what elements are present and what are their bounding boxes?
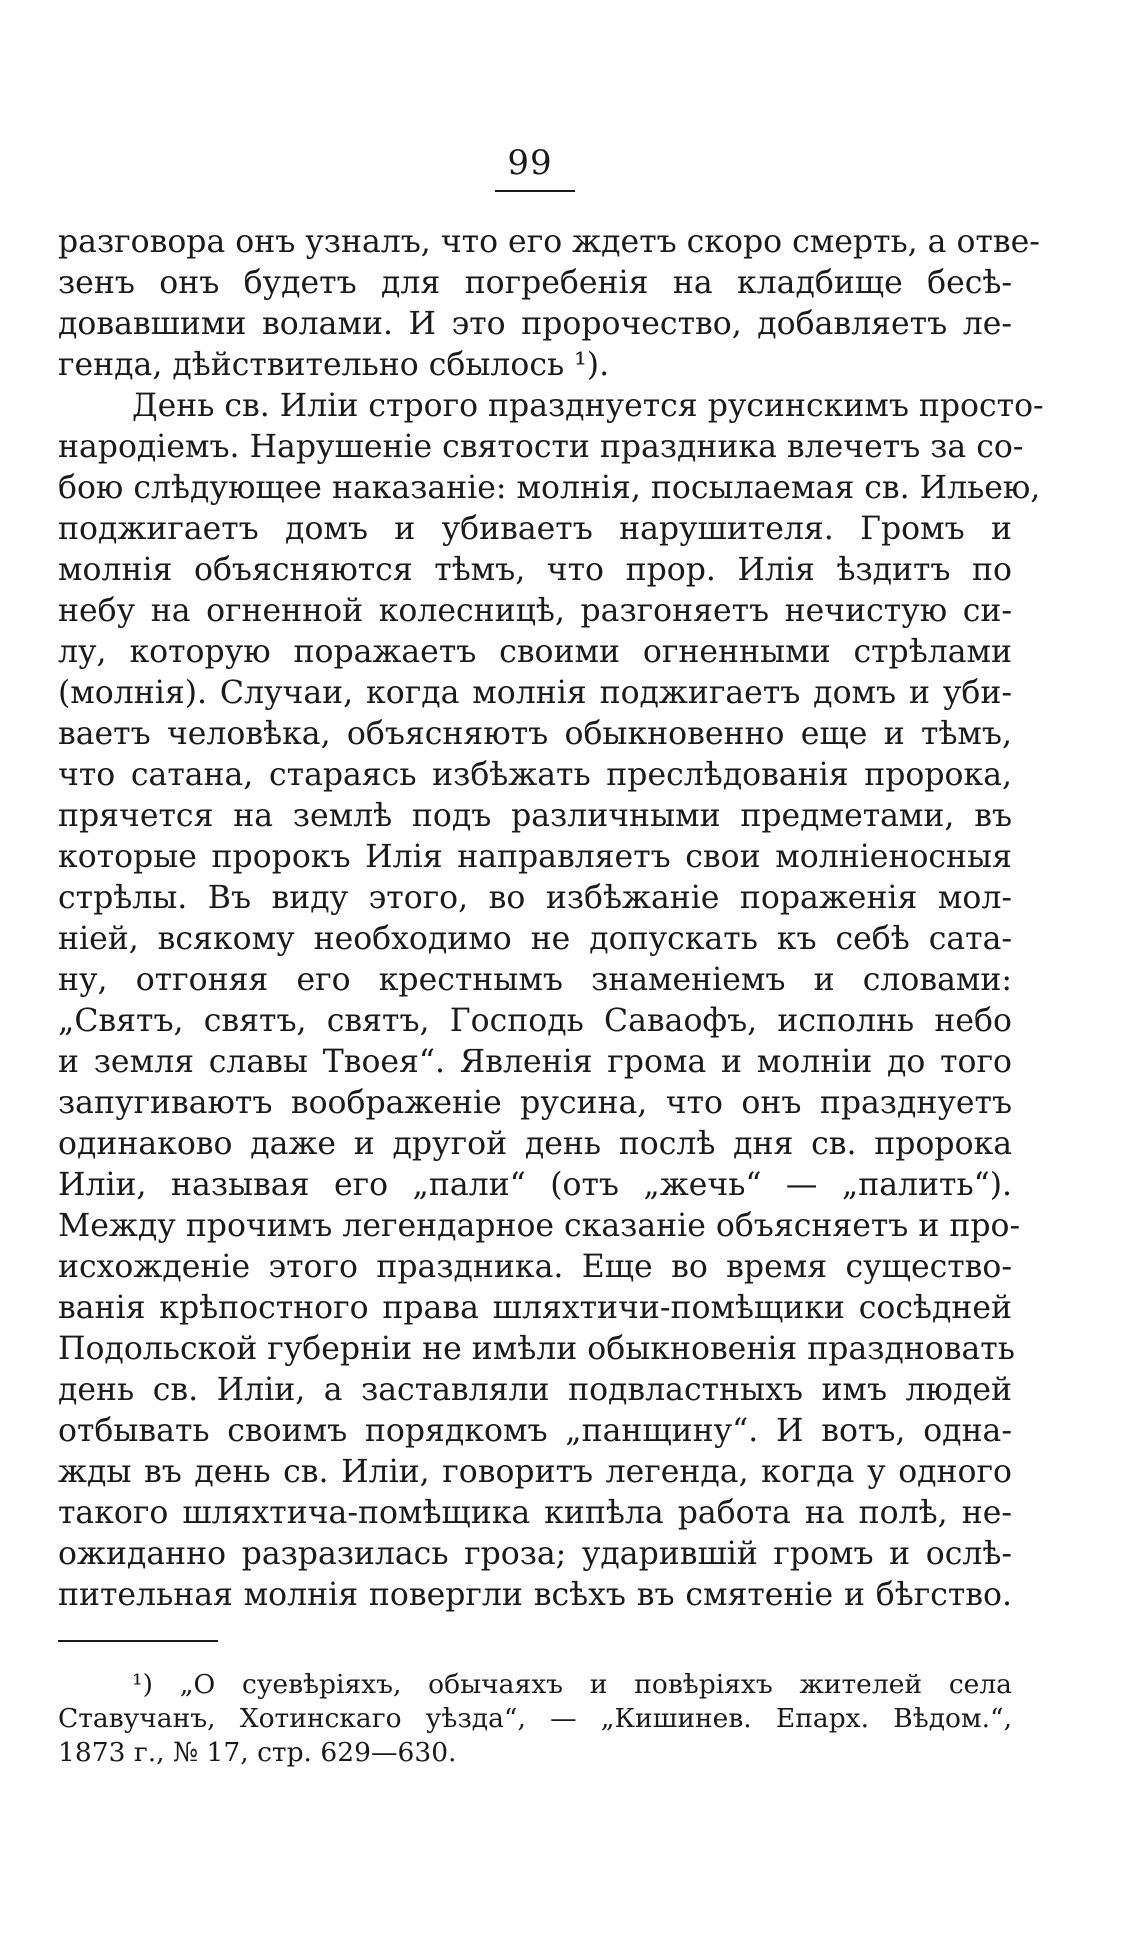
footnote-line: Ставучанъ, Хотинскаго уѣзда“, — „Кишинев. Епарх. Вѣдом.“,: [58, 1703, 1012, 1734]
text-line: народіемъ. Нарушеніе святости праздника влечетъ за со-: [58, 429, 1024, 465]
text-line: Между прочимъ легендарное сказаніе объясняетъ и про-: [58, 1208, 1021, 1244]
text-line: исхожденіе этого праздника. Еще во время существо-: [58, 1249, 1012, 1285]
text-line: бою слѣдующее наказаніе: молнія, посылаемая св. Ильею,: [58, 470, 1041, 506]
text-line: разговора онъ узналъ, что его ждетъ скоро смерть, а отве-: [58, 224, 1040, 260]
text-line: ванія крѣпостного права шляхтичи-помѣщики сосѣдней: [58, 1290, 1012, 1326]
text-line: небу на огненной колесницѣ, разгоняетъ нечистую си-: [58, 593, 1012, 629]
text-line: запугиваютъ воображеніе русина, что онъ празднуетъ: [58, 1085, 1012, 1121]
text-line: ожиданно разразилась гроза; ударившій громъ и ослѣ-: [58, 1536, 1012, 1572]
text-line: поджигаетъ домъ и убиваетъ нарушителя. Громъ и: [58, 511, 1012, 547]
page-number-rule: [495, 190, 575, 192]
text-line: зенъ онъ будетъ для погребенія на кладбище бесѣ-: [58, 265, 1012, 301]
text-line: и земля славы Твоея“. Явленія грома и молніи до того: [58, 1044, 1012, 1080]
text-line: что сатана, стараясь избѣжать преслѣдованія пророка,: [58, 757, 1012, 793]
text-line: ніей, всякому необходимо не допускать къ себѣ сата-: [58, 921, 1012, 957]
text-line: отбывать своимъ порядкомъ „панщину“. И вотъ, одна-: [58, 1413, 1012, 1449]
text-line: Иліи, называя его „пали“ (отъ „жечь“ — „палить“).: [58, 1167, 1012, 1203]
text-line: ну, отгоняя его крестнымъ знаменіемъ и словами:: [58, 962, 1012, 998]
footnote-separator: [58, 1640, 218, 1642]
footnote-line: ¹) „О суевѣріяхъ, обычаяхъ и повѣріяхъ жителей села: [132, 1669, 1012, 1700]
text-line: генда, дѣйствительно сбылось ¹).: [58, 347, 610, 383]
text-line: жды въ день св. Иліи, говоритъ легенда, когда у одного: [58, 1454, 1012, 1490]
text-line: „Святъ, святъ, святъ, Господь Саваофъ, исполнь небо: [58, 1003, 1012, 1039]
text-line: стрѣлы. Въ виду этого, во избѣжаніе пораженія мол-: [58, 880, 1012, 916]
text-line: довавшими волами. И это пророчество, добавляетъ ле-: [58, 306, 1012, 342]
text-line: (молнія). Случаи, когда молнія поджигаетъ домъ и уби-: [58, 675, 1012, 711]
text-line: одинаково даже и другой день послѣ дня св. пророка: [58, 1126, 1012, 1162]
text-line: ваетъ человѣка, объясняютъ обыкновенно еще и тѣмъ,: [58, 716, 1012, 752]
main-text: [0, 222, 1140, 1616]
footnote: [0, 1668, 1140, 1770]
text-line: прячется на землѣ подъ различными предметами, въ: [58, 798, 1012, 834]
text-line: день св. Иліи, а заставляли подвластныхъ имъ людей: [58, 1372, 1012, 1408]
page-number: 99: [507, 143, 553, 183]
text-line: День св. Иліи строго празднуется русинскимъ просто-: [132, 388, 1044, 424]
text-line: которые пророкъ Илія направляетъ свои молніеносныя: [58, 839, 1012, 875]
text-line: лу, которую поражаетъ своими огненными стрѣлами: [58, 634, 1012, 670]
text-line: молнія объясняются тѣмъ, что прор. Илія ѣздитъ по: [58, 552, 1012, 588]
text-line: такого шляхтича-помѣщика кипѣла работа на полѣ, не-: [58, 1495, 1012, 1531]
text-line: Подольской губерніи не имѣли обыкновенія праздновать: [58, 1331, 1015, 1367]
text-line: пительная молнія повергли всѣхъ въ смятеніе и бѣгство.: [58, 1577, 1012, 1613]
footnote-line: 1873 г., № 17, стр. 629—630.: [58, 1737, 457, 1768]
